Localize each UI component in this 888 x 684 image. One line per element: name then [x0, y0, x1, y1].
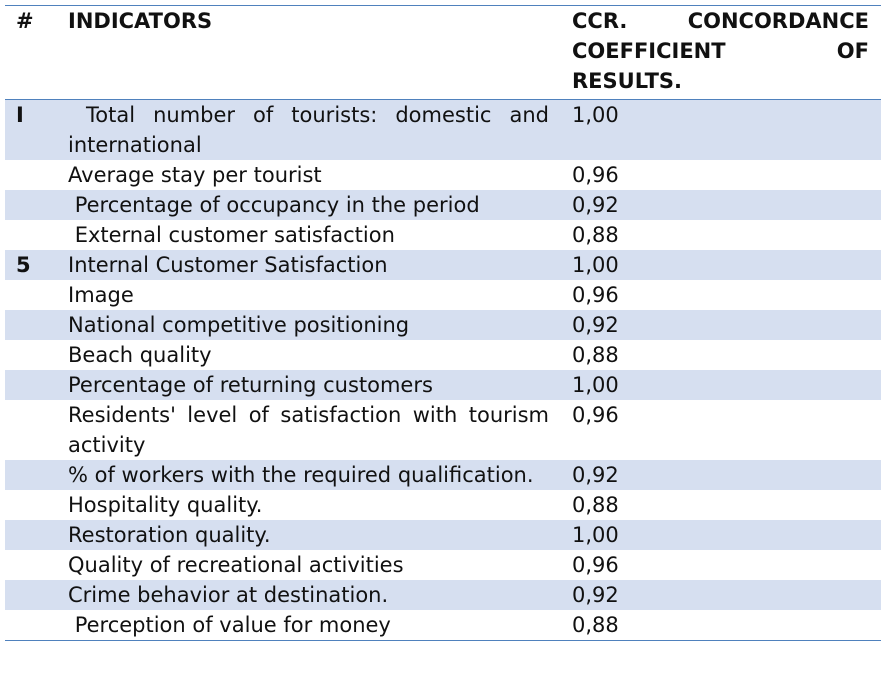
row-number — [5, 520, 57, 550]
indicator-cell: Perception of value for money — [68, 613, 391, 637]
ccr-value-cell: 0,92 — [561, 190, 881, 220]
row-number: 5 — [5, 250, 57, 280]
indicator-cell: Percentage of occupancy in the period — [57, 190, 561, 220]
row-number — [5, 580, 57, 610]
header-number: # — [5, 6, 57, 100]
ccr-value-cell: 1,00 — [561, 520, 881, 550]
row-number — [5, 460, 57, 490]
row-number — [5, 550, 57, 580]
row-number — [5, 310, 57, 340]
ccr-value-cell: 0,88 — [572, 613, 619, 637]
table-row — [5, 520, 881, 550]
ccr-value-cell: 0,96 — [572, 403, 619, 427]
header-row — [5, 6, 881, 100]
indicator-cell: Internal Customer Satisfaction — [57, 250, 561, 280]
indicator-cell: Image — [68, 283, 134, 307]
ccr-value-cell: 0,92 — [561, 580, 881, 610]
ccr-value-cell: 0,88 — [572, 493, 619, 517]
ccr-value-cell: 0,92 — [561, 460, 881, 490]
table-row — [5, 160, 881, 190]
table-row — [5, 280, 881, 310]
indicator-cell: Residents' level of satisfaction with tourism activity — [68, 403, 556, 457]
row-number — [5, 190, 57, 220]
table-row — [5, 460, 881, 490]
table-row — [5, 340, 881, 370]
indicators-table — [5, 5, 881, 641]
table-row — [5, 550, 881, 580]
indicator-cell: Hospitality quality. — [68, 493, 263, 517]
row-number — [5, 610, 57, 641]
ccr-value-cell: 0,92 — [561, 310, 881, 340]
row-number — [5, 490, 57, 520]
indicator-cell: National competitive positioning — [57, 310, 561, 340]
indicator-cell: Average stay per tourist — [68, 163, 322, 187]
table-row — [5, 220, 881, 250]
indicator-cell: Crime behavior at destination. — [57, 580, 561, 610]
header-indicators: INDICATORS — [57, 6, 561, 100]
indicator-cell: Beach quality — [68, 343, 212, 367]
ccr-value-cell: 0,88 — [572, 343, 619, 367]
ccr-value-cell: 0,96 — [572, 553, 619, 577]
ccr-value-cell: 1,00 — [561, 370, 881, 400]
ccr-value-cell: 0,88 — [572, 223, 619, 247]
row-number — [5, 400, 57, 460]
table-row — [5, 610, 881, 641]
table-row — [5, 370, 881, 400]
row-number — [5, 160, 57, 190]
indicator-cell: Total number of tourists: domestic and international — [57, 100, 561, 161]
indicator-cell: Quality of recreational activities — [68, 553, 404, 577]
indicator-cell: % of workers with the required qualification. — [57, 460, 561, 490]
ccr-value-cell: 0,96 — [572, 283, 619, 307]
table-row — [5, 490, 881, 520]
row-number: I — [5, 100, 57, 161]
row-number — [5, 370, 57, 400]
table-row — [5, 190, 881, 220]
ccr-value-cell: 1,00 — [561, 100, 881, 161]
row-number — [5, 280, 57, 310]
row-number — [5, 220, 57, 250]
table-row — [5, 100, 881, 161]
table-row — [5, 250, 881, 280]
table-row — [5, 400, 881, 460]
row-number — [5, 340, 57, 370]
header-ccr: CCR. CONCORDANCE COEFFICIENT OF RESULTS. — [561, 6, 881, 100]
ccr-value-cell: 0,96 — [572, 163, 619, 187]
table-row — [5, 310, 881, 340]
ccr-value-cell: 1,00 — [561, 250, 881, 280]
indicator-cell: Percentage of returning customers — [57, 370, 561, 400]
table-row — [5, 580, 881, 610]
indicator-cell: Restoration quality. — [57, 520, 561, 550]
indicator-cell: External customer satisfaction — [68, 223, 395, 247]
